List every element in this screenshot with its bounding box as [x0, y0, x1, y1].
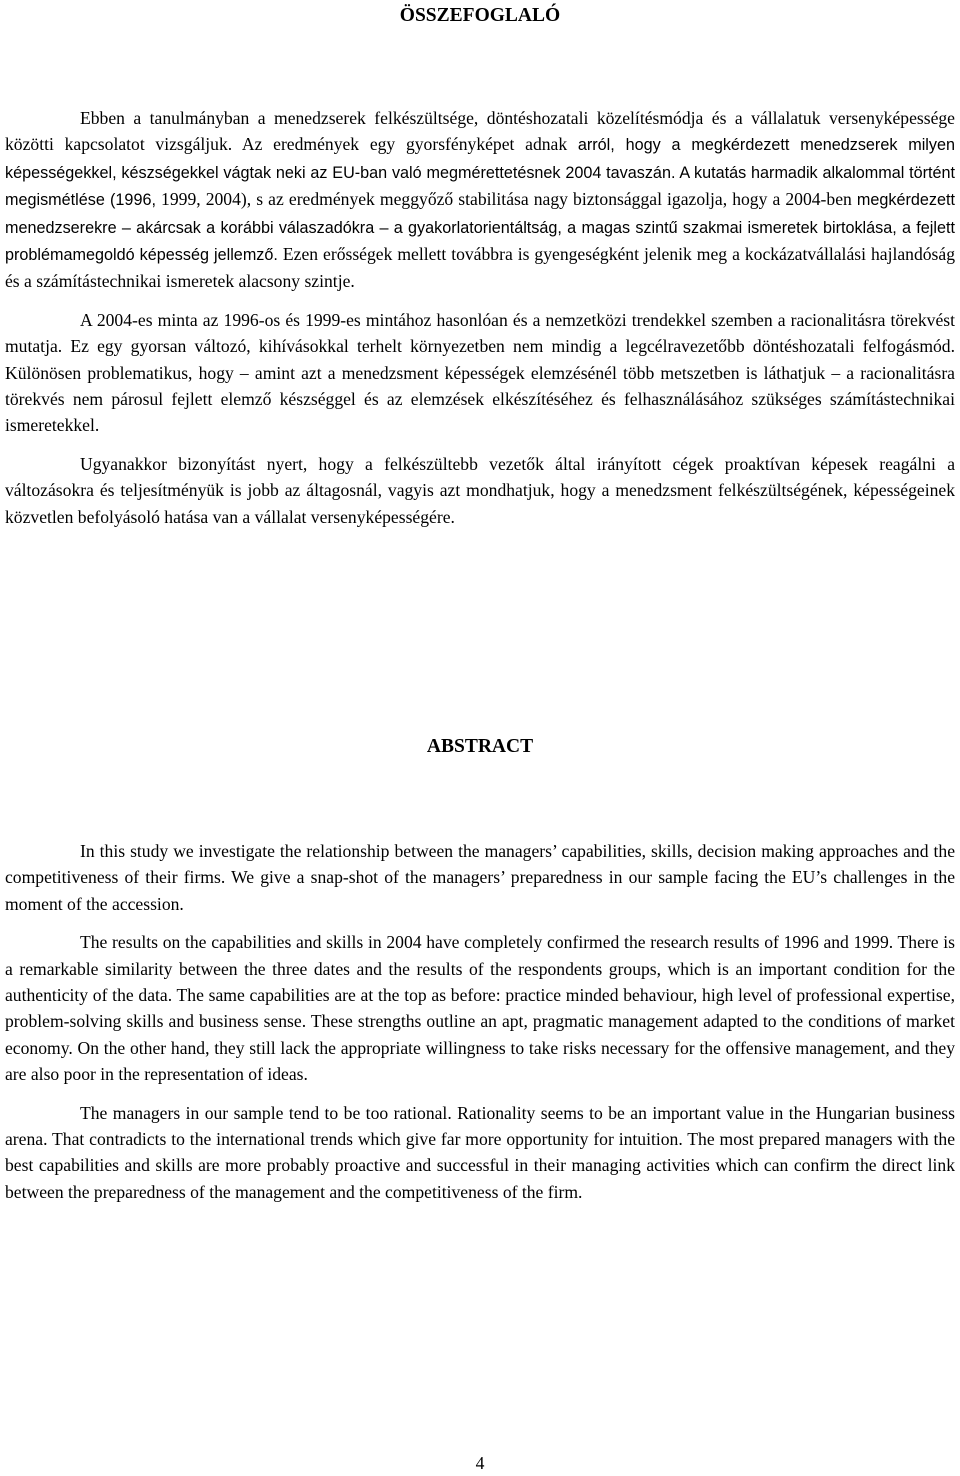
hungarian-summary-body: [5, 105, 955, 530]
hungarian-paragraph-3: Ugyanakkor bizonyítást nyert, hogy a felkészültebb vezetők által irányított cégek proaktívan képesek reagálni a változásokra és teljesítményük is jobb az áltagosnál, vagyis azt mondhatjuk, hogy a menedzsment felkészültségének, képességeinek közvetlen befolyásoló hatása van a vállalat versenyképességére.: [5, 453, 955, 527]
page-number: 4: [475, 1453, 485, 1473]
abstract-body: [5, 838, 955, 1205]
hungarian-paragraph-1: [5, 105, 955, 295]
abstract-title: ABSTRACT: [426, 736, 534, 757]
hungarian-paragraph-1-part-d: megkérdezett menedzserekre – akárcsak a korábbi válaszadókra – a gyakorlatorientáltság, a magas szintű szakmai ismeretek birtoklása, a fejlett problémamegoldó képesség jellemző.: [5, 191, 955, 265]
abstract-paragraph-1: In this study we investigate the relationship between the managers’ capabilities, skills, decision making approaches and the competitiveness of their firms. We give a snap-shot of the managers’ preparedness in our sample facing the EU’s challenges in the moment of the accession.: [5, 841, 955, 914]
hungarian-paragraph-1-part-e: Ezen erősségek mellett továbbra is gyengeségként jelenik meg a kockázatvállalási hajlandóság és a számítástechnikai ismeretek alacsony szintje.: [5, 244, 956, 292]
hungarian-paragraph-1-part-c: 1999, 2004), s az eredmények meggyőző stabilitása nagy biztonsággal igazolja, hogy a 2004-ben: [161, 189, 852, 210]
document-page: [5, 0, 955, 1476]
abstract-paragraph-3: The managers in our sample tend to be too rational. Rationality seems to be an important value in the Hungarian business arena. That contradicts to the international trends which give far more opportunity for intuition. The most prepared managers with the best capabilities and skills are more probably proactive and successful in their managing activities which can confirm the direct link between the preparedness of the management and the competitiveness of the firm.: [5, 1102, 955, 1202]
abstract-paragraph-2: The results on the capabilities and skills in 2004 have completely confirmed the research results of 1996 and 1999. There is a remarkable similarity between the three dates and the results of the respondents groups, which is an important condition for the authenticity of the data. The same capabilities are at the top as before: practice minded behaviour, high level of professional expertise, problem-solving skills and business sense. These strengths outline an apt, pragmatic management adapted to the conditions of market economy. On the other hand, they still lack the appropriate willingness to take risks necessary for the offensive management, and they are also poor in the representation of ideas.: [5, 932, 955, 1085]
hungarian-paragraph-1-part-b: arról, hogy a megkérdezett menedzserek milyen képességekkel, készségekkel vágtak neki az EU-ban való megmérettetésnek 2004 tavaszán. A kutatás harmadik alkalommal történt megismétlése (1996,: [5, 136, 956, 210]
hungarian-summary-title: ÖSSZEFOGLALÓ: [399, 5, 561, 26]
hungarian-paragraph-1-part-a: Ebben a tanulmányban a menedzserek felkészültsége, döntéshozatali közelítésmódja és a vállalatuk versenyképessége közötti kapcsolatot vizsgáljuk. Az eredmények egy gyorsfényképet adnak: [5, 108, 955, 155]
hungarian-paragraph-2: A 2004-es minta az 1996-os és 1999-es mintához hasonlóan és a nemzetközi trendekkel szemben a racionalitásra törekvést mutatja. Ez egy gyorsan változó, kihívásokkal terhelt környezetben nem mindig a legcélravezetőbb döntéshozatali felfogásmód. Különösen problematikus, hogy – amint azt a menedzsment képességek elemzésénél több metszetben is láthatjuk – a racionalitásra törekvés nem párosul fejlett elemző készséggel és az elemzések elkészítéséhez és felhasználásához szükséges számítástechnikai ismeretekkel.: [5, 309, 955, 436]
